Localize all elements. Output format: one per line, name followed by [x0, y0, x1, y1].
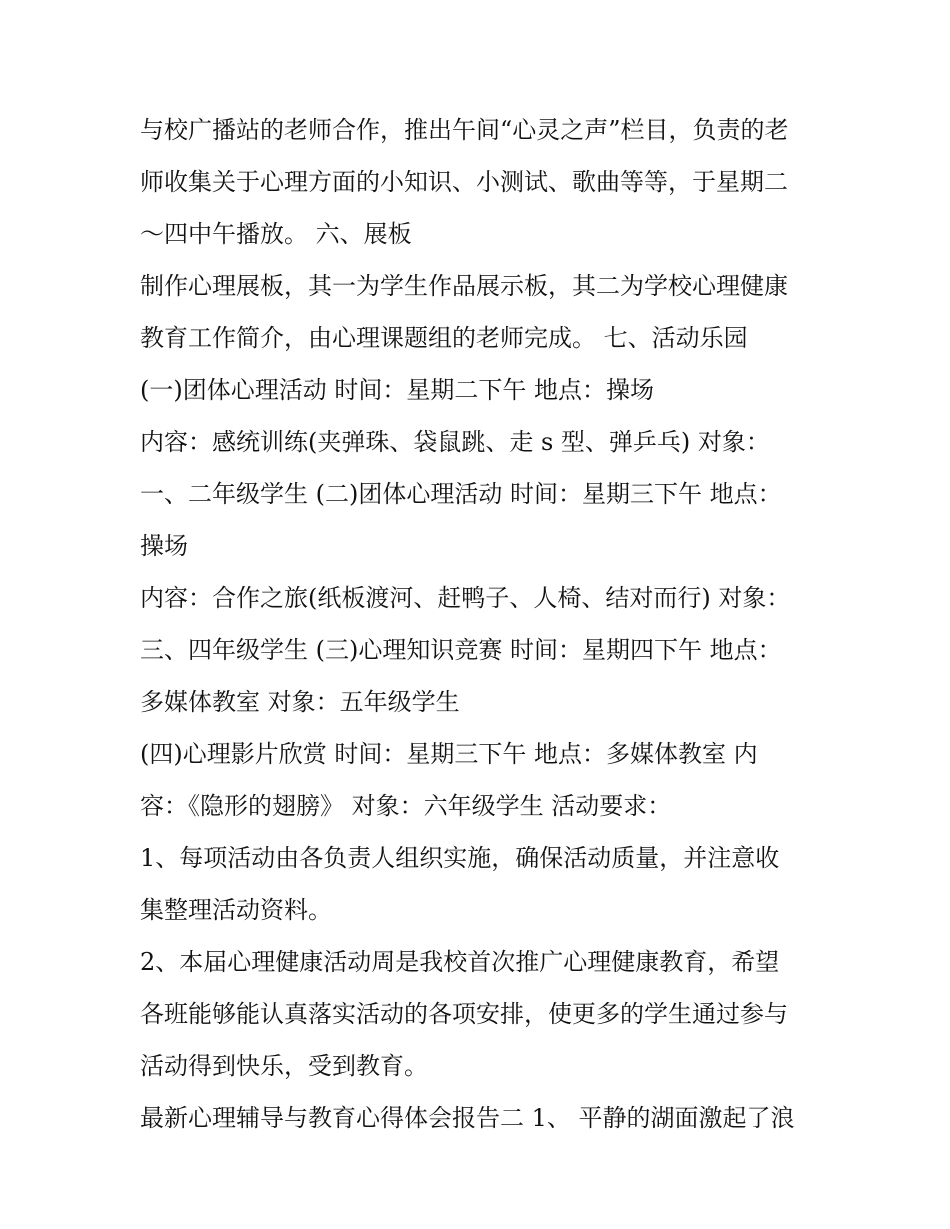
document-page — [140, 104, 820, 1144]
text-line: 制作心理展板，其一为学生作品展示板，其二为学校心理健康 — [140, 272, 788, 300]
text-line: (四)心理影片欣赏 时间：星期三下午 地点：多媒体教室 内 — [140, 740, 758, 768]
text-line: 教育工作简介，由心理课题组的老师完成。 七、活动乐园 — [140, 324, 748, 352]
text-line: 集整理活动资料。 — [140, 896, 332, 924]
text-line: ～四中午播放。 六、展板 — [140, 220, 412, 248]
text-line: 与校广播站的老师合作，推出午间“心灵之声”栏目，负责的老 — [140, 116, 789, 144]
text-line: 最新心理辅导与教育心得体会报告二 1、 平静的湖面激起了浪 — [140, 1104, 795, 1132]
text-line: 各班能够能认真落实活动的各项安排，使更多的学生通过参与 — [140, 1000, 788, 1028]
text-line: 多媒体教室 对象：五年级学生 — [140, 688, 460, 716]
text-line: 一、二年级学生 (二)团体心理活动 时间：星期三下午 地点： — [140, 480, 782, 508]
text-line: 内容：合作之旅(纸板渡河、赶鸭子、人椅、结对而行) 对象： — [140, 584, 791, 612]
text-line: 师收集关于心理方面的小知识、小测试、歌曲等等，于星期二 — [140, 168, 788, 196]
text-line: (一)团体心理活动 时间：星期二下午 地点：操场 — [140, 376, 654, 404]
text-line: 操场 — [140, 532, 188, 560]
text-line: 活动得到快乐，受到教育。 — [140, 1052, 428, 1080]
text-line: 2、本届心理健康活动周是我校首次推广心理健康教育，希望 — [140, 948, 780, 976]
text-line: 三、四年级学生 (三)心理知识竞赛 时间：星期四下午 地点： — [140, 636, 782, 664]
text-line: 内容：感统训练(夹弹珠、袋鼠跳、走 s 型、弹乒乓) 对象： — [140, 428, 770, 456]
text-line: 1、每项活动由各负责人组织实施，确保活动质量，并注意收 — [140, 844, 780, 872]
text-line: 容：《隐形的翅膀》 对象：六年级学生 活动要求： — [140, 792, 672, 820]
